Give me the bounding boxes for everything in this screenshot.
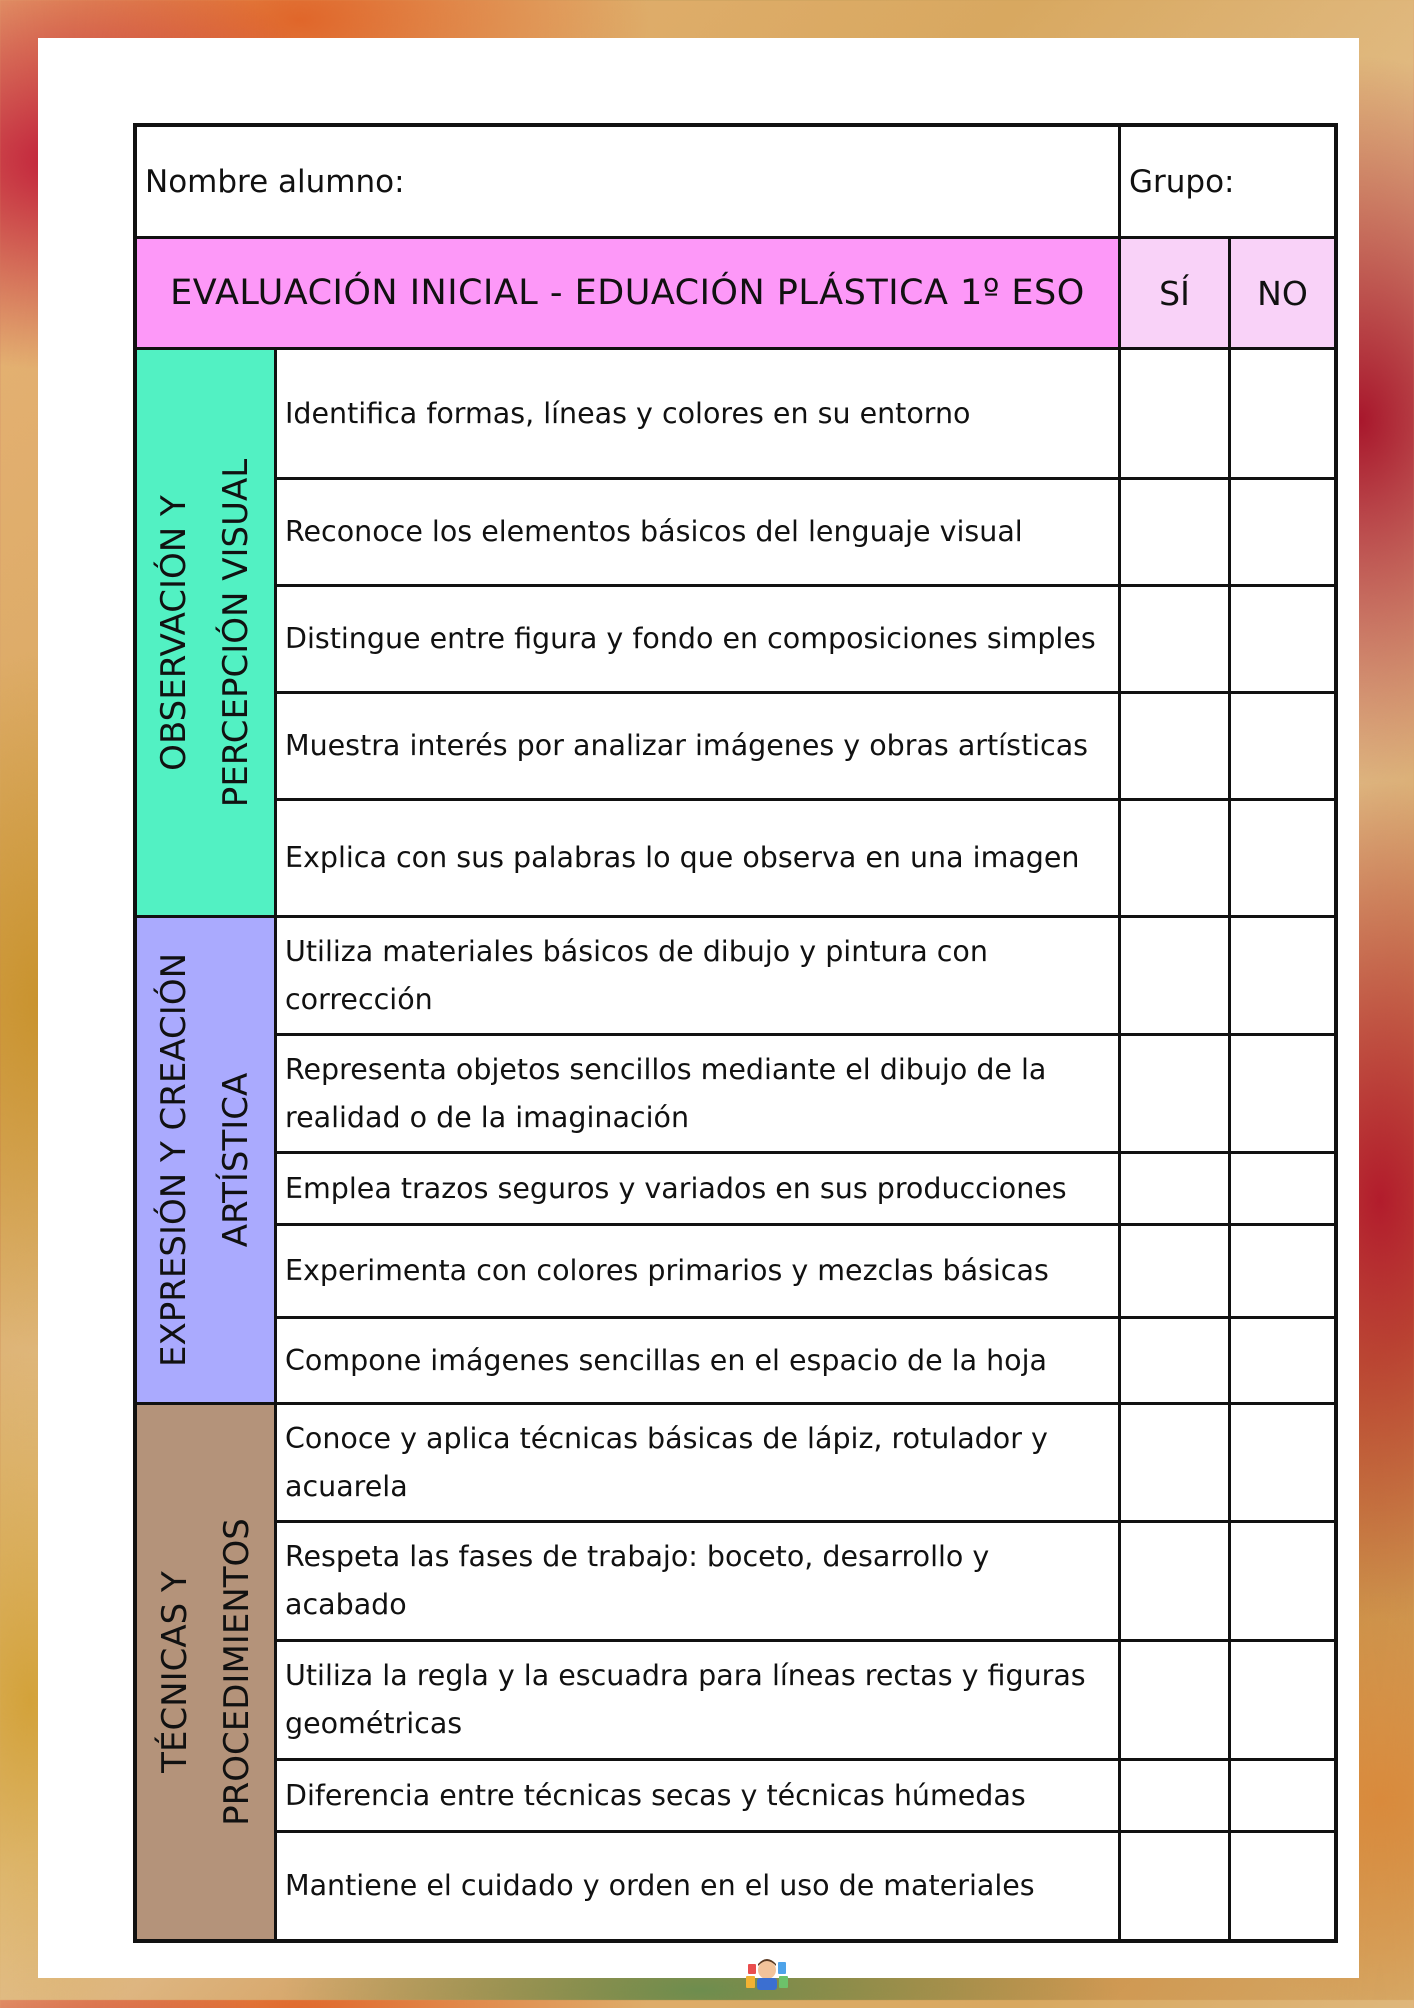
recursos-eso-logo-icon xyxy=(744,1956,790,2004)
yes-checkbox[interactable] xyxy=(1121,350,1231,480)
no-checkbox[interactable] xyxy=(1231,480,1334,587)
no-checkbox[interactable] xyxy=(1231,587,1334,694)
criterion-item: Identifica formas, líneas y colores en su entorno xyxy=(277,350,1121,480)
no-checkbox[interactable] xyxy=(1231,1405,1334,1523)
yes-checkbox[interactable] xyxy=(1121,1226,1231,1319)
yes-checkbox[interactable] xyxy=(1121,1154,1231,1226)
no-checkbox[interactable] xyxy=(1231,1036,1334,1154)
criterion-item: Emplea trazos seguros y variados en sus producciones xyxy=(277,1154,1121,1226)
criterion-item: Explica con sus palabras lo que observa en una imagen xyxy=(277,801,1121,918)
category-label xyxy=(144,1518,268,1826)
yes-checkbox[interactable] xyxy=(1121,801,1231,918)
no-checkbox[interactable] xyxy=(1231,1154,1334,1226)
student-name-field[interactable] xyxy=(137,127,1121,239)
yes-label: SÍ xyxy=(1159,273,1190,313)
no-checkbox[interactable] xyxy=(1231,918,1334,1036)
yes-column-header xyxy=(1121,239,1231,350)
criterion-item: Utiliza materiales básicos de dibujo y pintura con corrección xyxy=(277,918,1121,1036)
category-label-line: ARTÍSTICA xyxy=(216,1072,257,1248)
criterion-item: Respeta las fases de trabajo: boceto, desarrollo y acabado xyxy=(277,1523,1121,1642)
evaluation-title xyxy=(137,239,1121,350)
category-label-line: TÉCNICAS Y xyxy=(154,1571,195,1773)
no-checkbox[interactable] xyxy=(1231,1833,1334,1939)
logo-graphic xyxy=(744,1956,790,2004)
no-checkbox[interactable] xyxy=(1231,1761,1334,1833)
yes-checkbox[interactable] xyxy=(1121,918,1231,1036)
yes-checkbox[interactable] xyxy=(1121,1523,1231,1642)
yes-checkbox[interactable] xyxy=(1121,587,1231,694)
no-checkbox[interactable] xyxy=(1231,1523,1334,1642)
criterion-item: Distingue entre figura y fondo en composiciones simples xyxy=(277,587,1121,694)
no-checkbox[interactable] xyxy=(1231,350,1334,480)
criterion-item: Compone imágenes sencillas en el espacio de la hoja xyxy=(277,1319,1121,1405)
category-label-line: EXPRESIÓN Y CREACIÓN xyxy=(154,952,195,1368)
category-observacion xyxy=(137,350,277,918)
yes-checkbox[interactable] xyxy=(1121,1833,1231,1939)
yes-checkbox[interactable] xyxy=(1121,1642,1231,1761)
category-label xyxy=(144,458,268,806)
category-tecnicas xyxy=(137,1405,277,1939)
group-label: Grupo: xyxy=(1129,163,1235,200)
no-checkbox[interactable] xyxy=(1231,694,1334,801)
category-label-line: PROCEDIMIENTOS xyxy=(216,1518,257,1826)
no-checkbox[interactable] xyxy=(1231,1642,1334,1761)
no-checkbox[interactable] xyxy=(1231,1226,1334,1319)
criterion-item: Diferencia entre técnicas secas y técnicas húmedas xyxy=(277,1761,1121,1833)
criterion-item: Experimenta con colores primarios y mezclas básicas xyxy=(277,1226,1121,1319)
criterion-item: Reconoce los elementos básicos del lenguaje visual xyxy=(277,480,1121,587)
worksheet-page xyxy=(38,38,1359,1978)
category-label-line: OBSERVACIÓN Y xyxy=(154,494,195,771)
yes-checkbox[interactable] xyxy=(1121,1036,1231,1154)
criterion-item: Representa objetos sencillos mediante el dibujo de la realidad o de la imaginación xyxy=(277,1036,1121,1154)
group-field[interactable] xyxy=(1121,127,1334,239)
title-text: EVALUACIÓN INICIAL - EDUACIÓN PLÁSTICA 1º ESO xyxy=(170,273,1085,313)
no-checkbox[interactable] xyxy=(1231,801,1334,918)
criterion-item: Mantiene el cuidado y orden en el uso de materiales xyxy=(277,1833,1121,1939)
no-column-header xyxy=(1231,239,1334,350)
yes-checkbox[interactable] xyxy=(1121,694,1231,801)
criterion-item: Muestra interés por analizar imágenes y obras artísticas xyxy=(277,694,1121,801)
no-checkbox[interactable] xyxy=(1231,1319,1334,1405)
student-name-label: Nombre alumno: xyxy=(145,163,405,200)
category-label-line: PERCEPCIÓN VISUAL xyxy=(216,458,257,807)
criterion-item: Conoce y aplica técnicas básicas de lápiz, rotulador y acuarela xyxy=(277,1405,1121,1523)
no-label: NO xyxy=(1257,273,1308,313)
yes-checkbox[interactable] xyxy=(1121,1405,1231,1523)
yes-checkbox[interactable] xyxy=(1121,1761,1231,1833)
evaluation-table xyxy=(133,123,1338,1943)
category-expresion xyxy=(137,918,277,1405)
criterion-item: Utiliza la regla y la escuadra para líneas rectas y figuras geométricas xyxy=(277,1642,1121,1761)
yes-checkbox[interactable] xyxy=(1121,480,1231,587)
yes-checkbox[interactable] xyxy=(1121,1319,1231,1405)
category-label xyxy=(144,953,268,1367)
